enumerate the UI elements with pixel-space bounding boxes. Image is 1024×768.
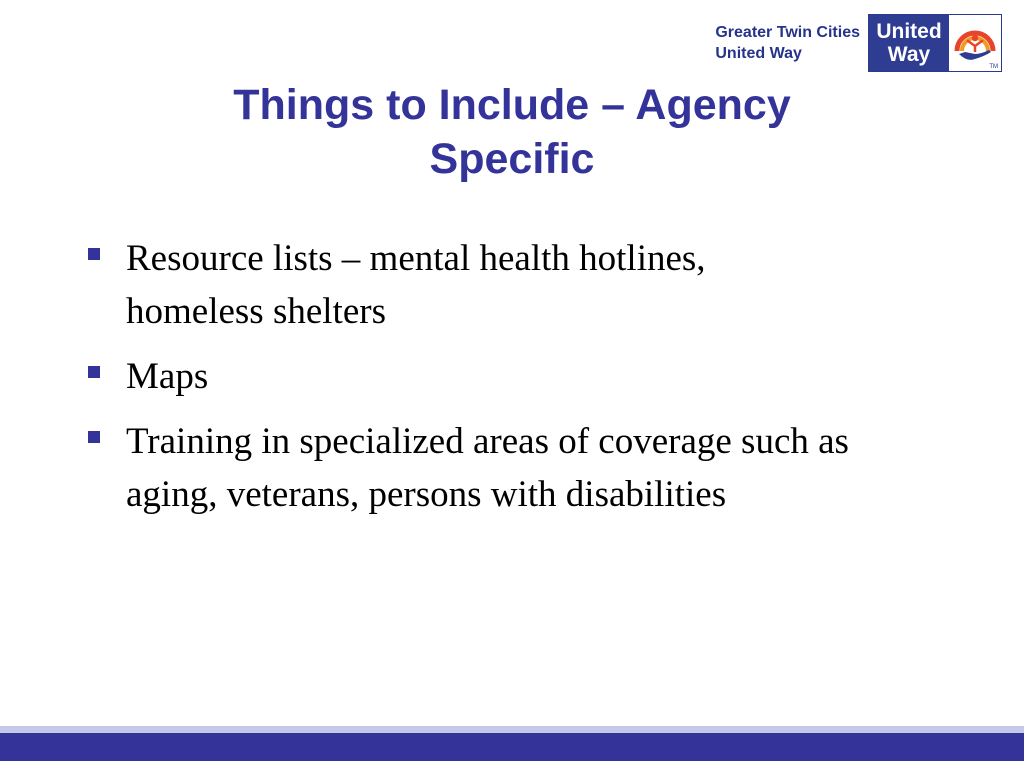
logo-box-line1: United <box>876 20 942 43</box>
logo-org-line2: United Way <box>715 45 802 62</box>
slide-title <box>120 78 904 186</box>
bullet-text: Maps <box>126 356 209 397</box>
square-bullet-icon <box>88 366 100 378</box>
footer-bar-bottom <box>0 761 1024 768</box>
logo-box-wordmark <box>869 15 949 71</box>
logo-org-line1: Greater Twin Cities <box>715 24 860 41</box>
square-bullet-icon <box>88 248 100 260</box>
square-bullet-icon <box>88 431 100 443</box>
slide-title-line2: Specific <box>429 135 595 183</box>
bullet-item <box>88 350 908 403</box>
logo-box-line2: Way <box>887 43 931 66</box>
bullet-text: Training in specialized areas of coverage such as aging, veterans, persons with disabilities <box>126 421 849 515</box>
footer-bar-dark <box>0 733 1024 761</box>
trademark-mark: TM <box>989 64 998 70</box>
bullet-text: Resource lists – mental health hotlines, homeless shelters <box>126 238 706 332</box>
bullet-item <box>88 415 908 521</box>
united-way-logo <box>715 14 1002 72</box>
logo-box <box>868 14 1002 72</box>
bullet-item <box>88 232 908 338</box>
slide-title-line1: Things to Include – Agency <box>233 81 791 129</box>
logo-org-name <box>715 22 860 64</box>
footer-bar-light <box>0 726 1024 733</box>
united-way-hand-rainbow-icon <box>949 15 1001 71</box>
bullet-list <box>88 232 908 533</box>
